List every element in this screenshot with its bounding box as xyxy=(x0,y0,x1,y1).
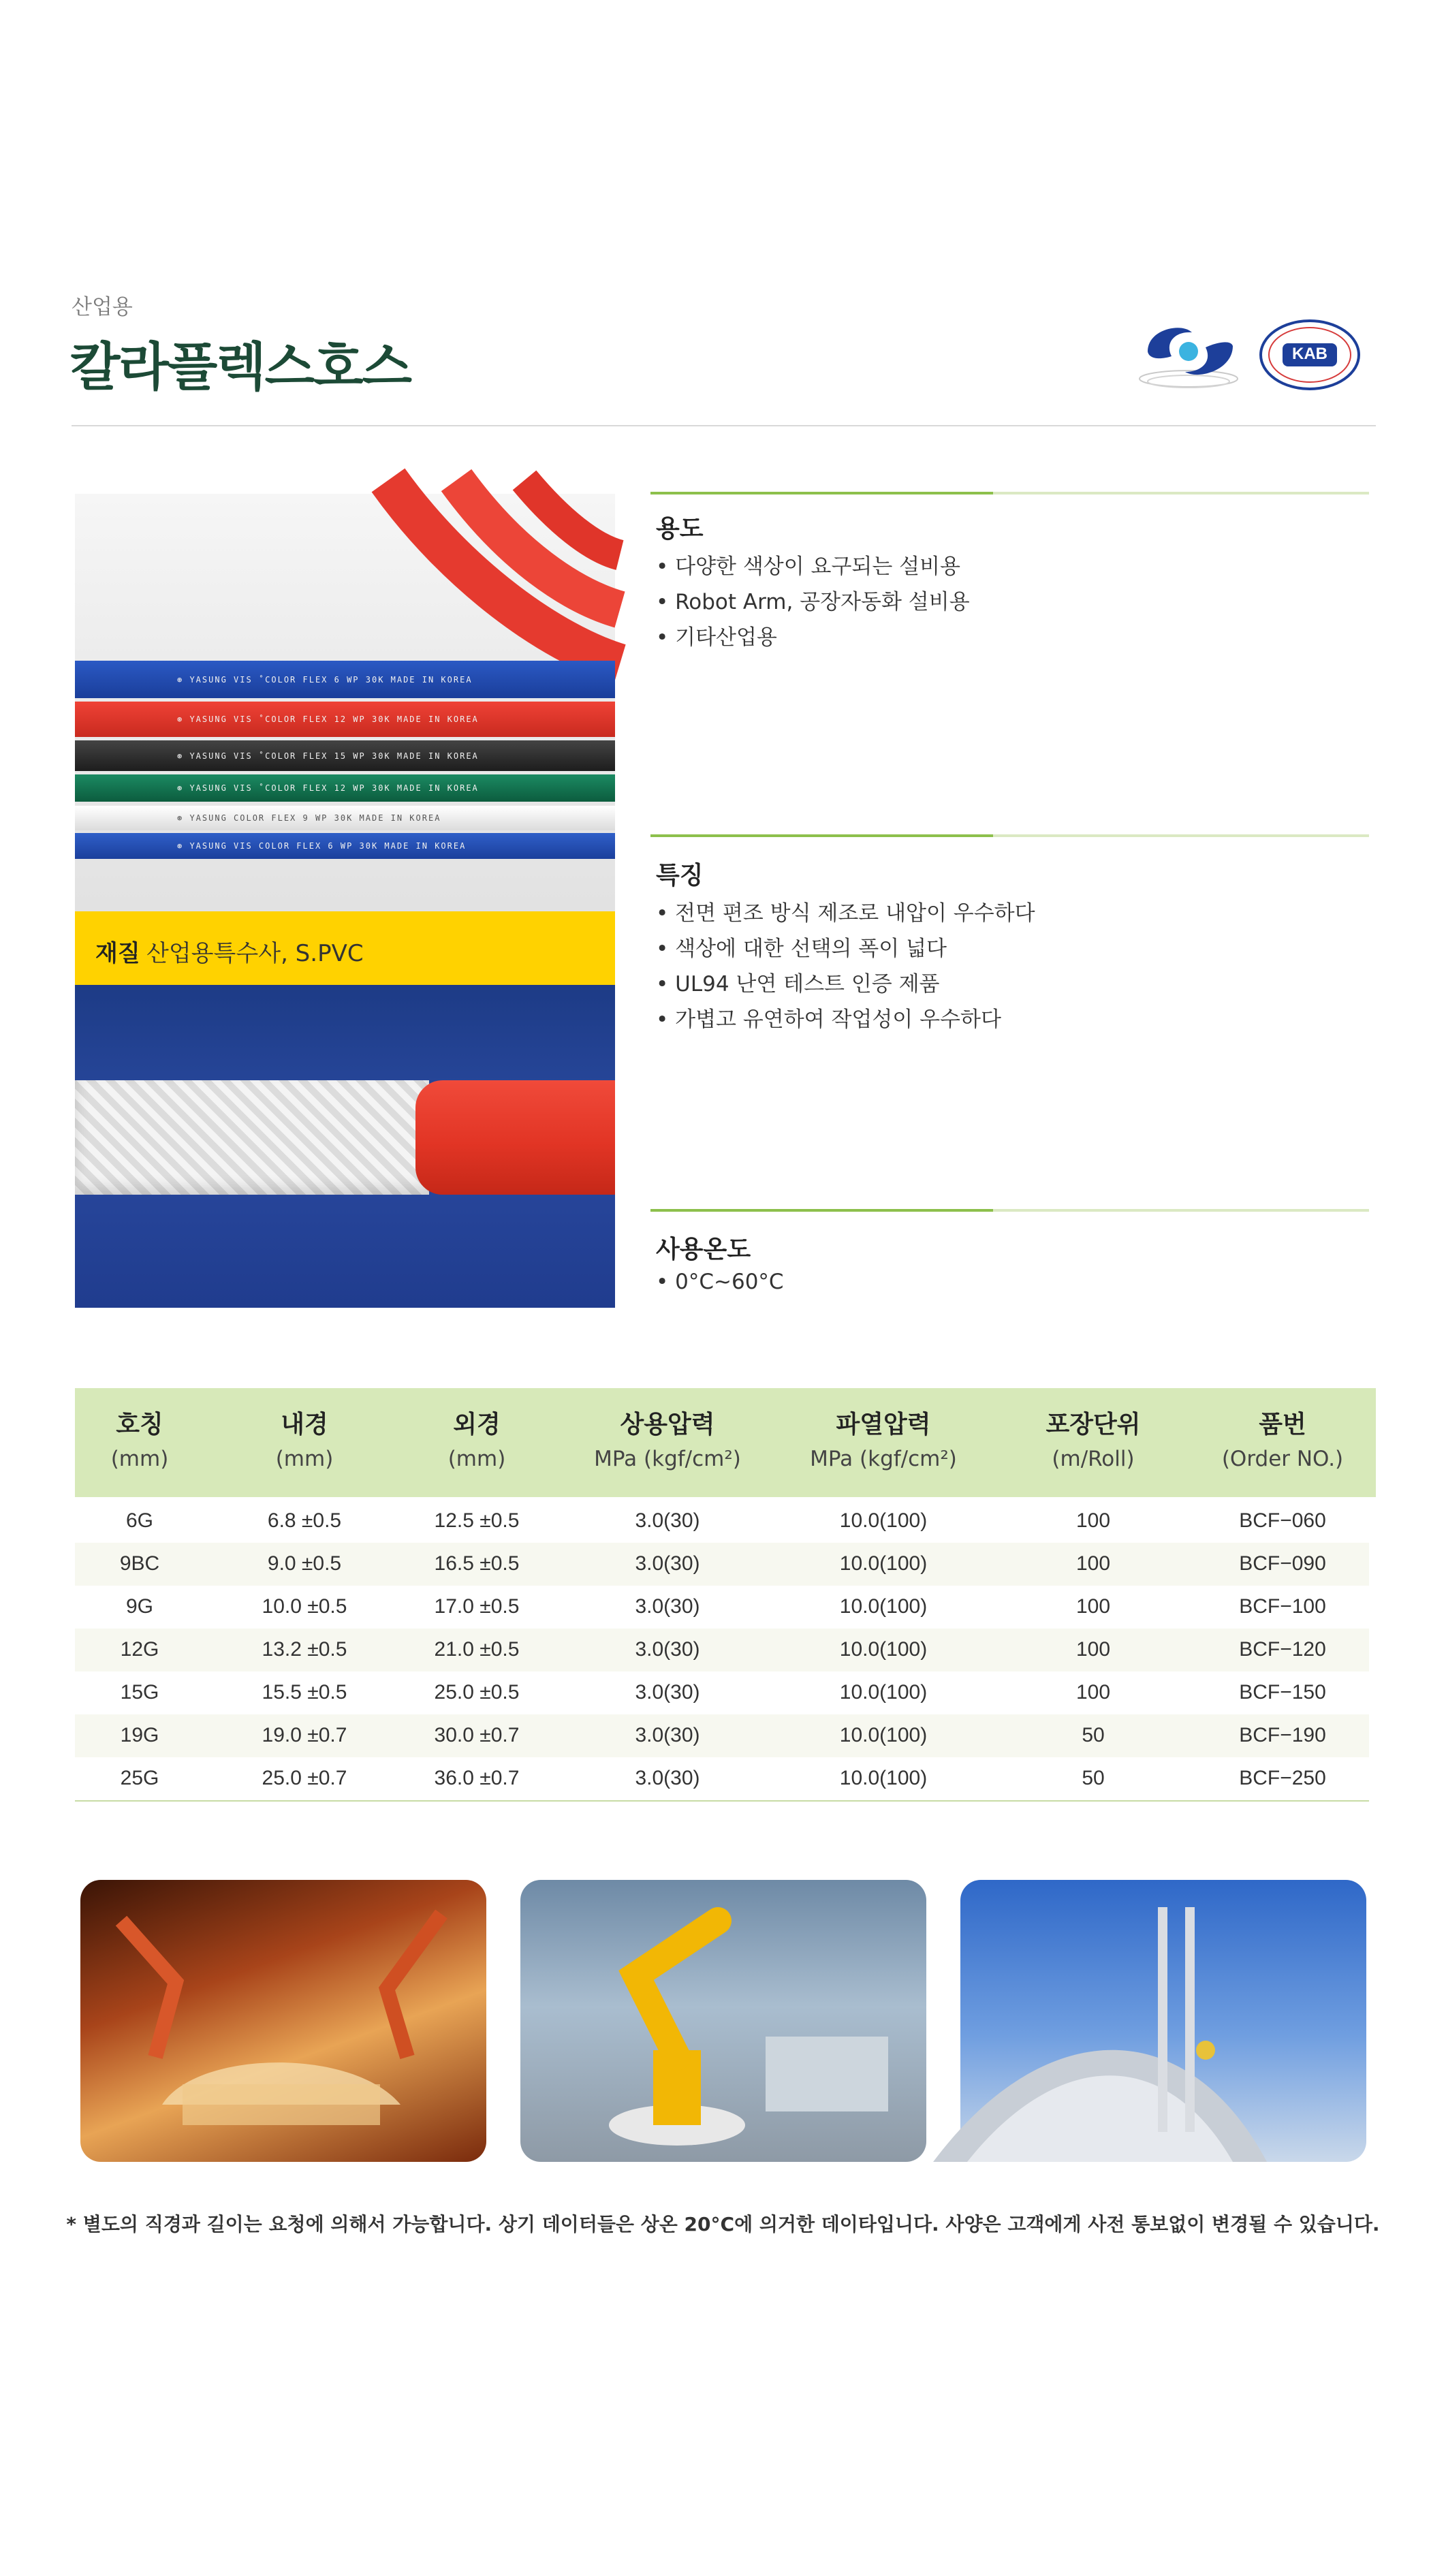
hose-bundle-photo xyxy=(75,494,615,911)
table-cell: 100 xyxy=(1075,1552,1111,1575)
column-header-unit: (m/Roll) xyxy=(1052,1447,1135,1471)
column-header-name: 포장단위 xyxy=(1046,1411,1141,1439)
table-cell: 21.0 ±0.5 xyxy=(434,1638,520,1661)
table-cell: 30.0 ±0.7 xyxy=(434,1724,520,1746)
tank-graphic xyxy=(960,1880,1366,2162)
column-header-name: 품번 xyxy=(1259,1411,1306,1439)
temperature-title: 사용온도 xyxy=(656,1236,751,1263)
kab-text: KAB xyxy=(1292,345,1327,363)
table-cell: 3.0(30) xyxy=(635,1724,700,1746)
page-title: 칼라플렉스호스 xyxy=(70,336,411,397)
column-header-name: 파열압력 xyxy=(836,1411,931,1439)
braid-layer xyxy=(75,1080,429,1195)
black-hose: ⊛ YASUNG VIS ˚COLOR FLEX 15 WP 30K MADE IN KOREA xyxy=(75,740,615,771)
table-cell: 3.0(30) xyxy=(635,1681,700,1703)
column-header-unit: MPa (kgf/cm²) xyxy=(594,1447,741,1471)
column-header-unit: (mm) xyxy=(275,1447,334,1471)
red-hose: ⊛ YASUNG VIS ˚COLOR FLEX 12 WP 30K MADE IN KOREA xyxy=(75,702,615,737)
table-cell: 15G xyxy=(120,1681,159,1703)
table-cell: 25G xyxy=(120,1767,159,1789)
table-cell: 25.0 ±0.7 xyxy=(262,1767,347,1789)
usage-divider xyxy=(650,492,1369,494)
table-cell: 10.0(100) xyxy=(839,1595,928,1618)
column-header-unit: (mm) xyxy=(447,1447,506,1471)
category-label: 산업용 xyxy=(72,295,133,319)
column-header-unit: MPa (kgf/cm²) xyxy=(810,1447,957,1471)
brand-print: ⊛ YASUNG xyxy=(793,1123,921,1183)
car-body-graphic xyxy=(80,1880,486,2162)
table-cell: 36.0 ±0.7 xyxy=(434,1767,520,1789)
table-cell: 100 xyxy=(1075,1509,1111,1532)
blue-hose: ⊛ YASUNG VIS ˚COLOR FLEX 6 WP 30K MADE IN KOREA xyxy=(75,661,615,698)
column-header-name: 호칭 xyxy=(116,1411,163,1439)
table-cell: 19.0 ±0.7 xyxy=(262,1724,347,1746)
table-cell: 13.2 ±0.5 xyxy=(262,1638,347,1661)
table-cell: 100 xyxy=(1075,1681,1111,1703)
material-value: 산업용특수사, S.PVC xyxy=(146,940,364,967)
table-cell: 100 xyxy=(1075,1595,1111,1618)
header-divider xyxy=(72,425,1376,426)
table-cell: 3.0(30) xyxy=(635,1595,700,1618)
column-header xyxy=(375,1405,579,1471)
table-cell: 3.0(30) xyxy=(635,1509,700,1532)
table-bottom-rule xyxy=(75,1800,1369,1802)
table-cell: 10.0(100) xyxy=(839,1681,928,1703)
column-header xyxy=(1180,1405,1385,1471)
table-cell: 25.0 ±0.5 xyxy=(434,1681,520,1703)
table-cell: 6G xyxy=(125,1509,154,1532)
table-cell: BCF−120 xyxy=(1239,1638,1326,1661)
table-cell: 50 xyxy=(1082,1767,1105,1789)
usage-item: • Robot Arm, 공장자동화 설비용 xyxy=(656,590,970,614)
table-cell: 9BC xyxy=(119,1552,160,1575)
table-cell: 12.5 ±0.5 xyxy=(434,1509,520,1532)
table-cell: 10.0(100) xyxy=(839,1724,928,1746)
certification-logo xyxy=(1134,319,1243,391)
temperature-item: • 0°C~60°C xyxy=(656,1270,784,1294)
table-cell: BCF−150 xyxy=(1239,1681,1326,1703)
column-header-name: 내경 xyxy=(281,1411,328,1439)
car-assembly-photo xyxy=(80,1880,486,2162)
material-label: 재질 xyxy=(95,940,140,967)
usage-item: • 기타산업용 xyxy=(656,625,777,650)
table-cell: 3.0(30) xyxy=(635,1638,700,1661)
kab-logo xyxy=(1257,317,1363,392)
features-title: 특징 xyxy=(656,862,704,890)
table-cell: 10.0 ±0.5 xyxy=(262,1595,347,1618)
table-cell: BCF−100 xyxy=(1239,1595,1326,1618)
table-cell: 10.0(100) xyxy=(839,1638,928,1661)
column-header xyxy=(565,1405,770,1471)
robot-arm-graphic xyxy=(520,1880,926,2162)
table-cell: 9G xyxy=(125,1595,154,1618)
table-cell: 12G xyxy=(120,1638,159,1661)
material-band xyxy=(75,911,615,985)
table-cell: 16.5 ±0.5 xyxy=(434,1552,520,1575)
table-cell: 50 xyxy=(1082,1724,1105,1746)
table-cell: 19G xyxy=(120,1724,159,1746)
column-header-name: 상용압력 xyxy=(620,1411,715,1439)
column-header xyxy=(781,1405,986,1471)
usage-title: 용도 xyxy=(656,515,704,543)
features-item: • UL94 난연 테스트 인증 제품 xyxy=(656,972,940,996)
temperature-divider xyxy=(650,1209,1369,1212)
table-cell: 3.0(30) xyxy=(635,1767,700,1789)
storage-tank-photo xyxy=(960,1880,1366,2162)
footnote: * 별도의 직경과 길이는 요청에 의해서 가능합니다. 상기 데이터들은 상온 20°C에 의거한 데이타입니다. 사양은 고객에게 사전 통보없이 변경될 수 있습니다. xyxy=(66,2213,1380,2235)
table-cell: 15.5 ±0.5 xyxy=(262,1681,347,1703)
table-cell: 100 xyxy=(1075,1638,1111,1661)
table-cell: BCF−190 xyxy=(1239,1724,1326,1746)
table-cell: 9.0 ±0.5 xyxy=(267,1552,342,1575)
features-divider xyxy=(650,834,1369,837)
white-hose: ⊛ YASUNG COLOR FLEX 9 WP 30K MADE IN KOREA xyxy=(75,806,615,830)
industrial-robot-photo xyxy=(520,1880,926,2162)
table-cell: BCF−060 xyxy=(1239,1509,1326,1532)
column-header-name: 외경 xyxy=(453,1411,501,1439)
usage-item: • 다양한 색상이 요구되는 설비용 xyxy=(656,554,960,579)
blue-hose-2: ⊛ YASUNG VIS COLOR FLEX 6 WP 30K MADE IN KOREA xyxy=(75,833,615,859)
table-cell: 3.0(30) xyxy=(635,1552,700,1575)
table-cell: BCF−090 xyxy=(1239,1552,1326,1575)
features-item: • 가볍고 유연하여 작업성이 우수하다 xyxy=(656,1007,1001,1032)
table-cell: 17.0 ±0.5 xyxy=(434,1595,520,1618)
green-hose: ⊛ YASUNG VIS ˚COLOR FLEX 12 WP 30K MADE IN KOREA xyxy=(75,774,615,802)
column-header xyxy=(991,1405,1195,1471)
table-cell: 10.0(100) xyxy=(839,1767,928,1789)
red-jacket xyxy=(415,1080,921,1195)
features-item: • 색상에 대한 선택의 폭이 넓다 xyxy=(656,937,947,961)
column-header-unit: (Order NO.) xyxy=(1221,1447,1344,1471)
table-cell: BCF−250 xyxy=(1239,1767,1326,1789)
table-cell: 6.8 ±0.5 xyxy=(267,1509,342,1532)
table-cell: 10.0(100) xyxy=(839,1552,928,1575)
table-cell: 10.0(100) xyxy=(839,1509,928,1532)
column-header-unit: (mm) xyxy=(110,1447,169,1471)
features-item: • 전면 편조 방식 제조로 내압이 우수하다 xyxy=(656,901,1035,926)
